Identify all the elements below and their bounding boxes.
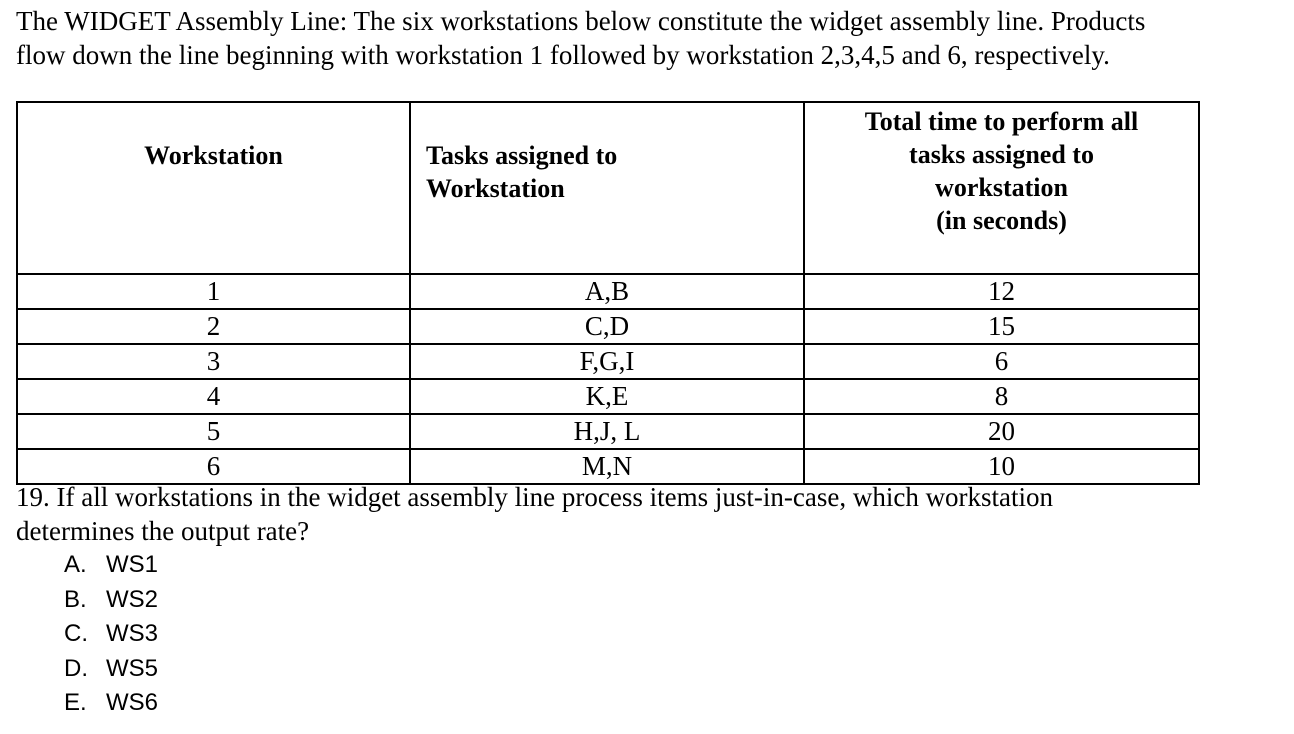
cell-workstation: 5 <box>17 414 410 449</box>
cell-workstation: 6 <box>17 449 410 484</box>
intro-line-2: flow down the line beginning with workstation 1 followed by workstation 2,3,4,5 and 6, respectively. <box>16 40 1110 70</box>
cell-tasks: M,N <box>410 449 804 484</box>
header-tasks <box>410 102 804 274</box>
option-b <box>64 583 158 618</box>
header-total-time <box>804 102 1199 274</box>
table-row <box>17 344 1199 379</box>
cell-tasks: K,E <box>410 379 804 414</box>
answer-options <box>64 548 158 721</box>
option-letter: E. <box>64 689 87 716</box>
question-line-1: 19. If all workstations in the widget assembly line process items just-in-case, which workstation <box>16 482 1054 512</box>
cell-time: 15 <box>804 309 1199 344</box>
question-line-2: determines the output rate? <box>16 516 310 546</box>
cell-workstation: 4 <box>17 379 410 414</box>
header-time-line-4: (in seconds) <box>936 206 1067 235</box>
table-row <box>17 379 1199 414</box>
header-time-line-1: Total time to perform all <box>864 107 1139 136</box>
cell-tasks: F,G,I <box>410 344 804 379</box>
intro-line-1: The WIDGET Assembly Line: The six workstations below constitute the widget assembly line. Products <box>16 6 1146 36</box>
cell-time: 6 <box>804 344 1199 379</box>
option-letter: D. <box>64 654 88 682</box>
option-e <box>64 686 158 721</box>
option-text: WS1 <box>106 551 159 578</box>
table-row <box>17 274 1199 309</box>
header-workstation: Workstation <box>17 102 410 274</box>
cell-tasks: H,J, L <box>410 414 804 449</box>
option-text: WS3 <box>106 620 159 647</box>
cell-time: 12 <box>804 274 1199 309</box>
cell-workstation: 2 <box>17 309 410 344</box>
header-time-line-2: tasks assigned to <box>909 140 1094 169</box>
option-text: WS2 <box>106 585 159 613</box>
option-a <box>64 548 158 583</box>
question-19 <box>16 480 1216 548</box>
option-letter: A. <box>64 551 87 578</box>
option-text: WS5 <box>106 654 159 682</box>
cell-time: 20 <box>804 414 1199 449</box>
cell-time: 10 <box>804 449 1199 484</box>
workstation-table <box>16 101 1200 485</box>
header-tasks-line-1: Tasks assigned to <box>426 141 618 170</box>
table-row <box>17 414 1199 449</box>
cell-workstation: 3 <box>17 344 410 379</box>
option-c <box>64 617 158 652</box>
cell-workstation: 1 <box>17 274 410 309</box>
table-header-row <box>17 102 1199 274</box>
header-tasks-line-2: Workstation <box>426 174 565 203</box>
cell-tasks: A,B <box>410 274 804 309</box>
header-time-line-3: workstation <box>935 173 1068 202</box>
option-text: WS6 <box>106 689 159 716</box>
table-row <box>17 449 1199 484</box>
cell-tasks: C,D <box>410 309 804 344</box>
cell-time: 8 <box>804 379 1199 414</box>
table-row <box>17 309 1199 344</box>
intro-paragraph <box>16 4 1286 72</box>
option-letter: B. <box>64 585 87 613</box>
option-d <box>64 652 158 687</box>
option-letter: C. <box>64 620 88 647</box>
